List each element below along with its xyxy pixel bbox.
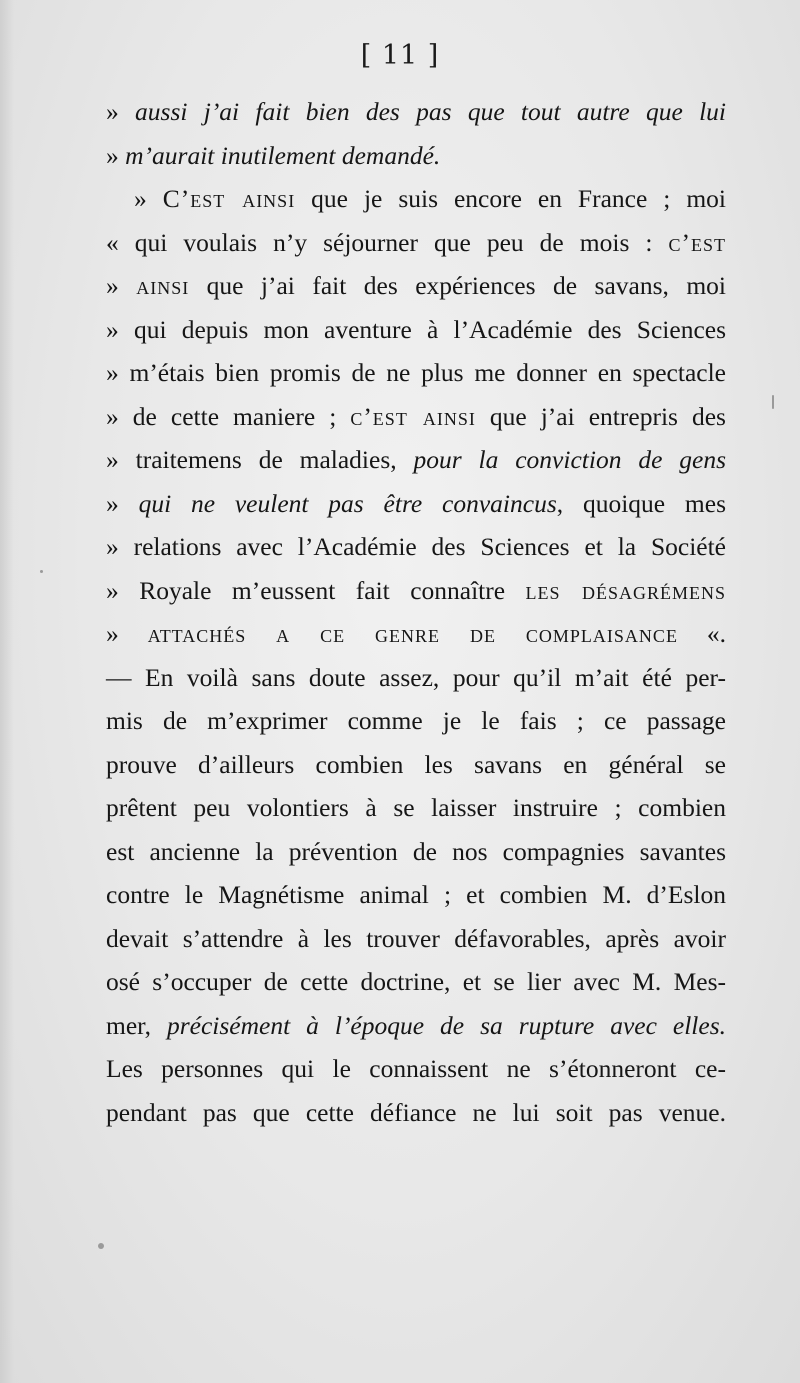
text-segment: prouve d’ailleurs combien les savans en général se — [106, 749, 726, 779]
text-segment: m’aurait inutilement demandé. — [125, 140, 441, 170]
text-segment: » — [106, 97, 136, 126]
paper-speck — [98, 1243, 104, 1249]
text-line — [106, 90, 726, 134]
text-segment: attachés a ce genre de complaisance — [147, 619, 678, 648]
text-line — [106, 830, 726, 874]
text-segment: pour la conviction de gens — [413, 445, 726, 474]
text-line — [106, 960, 726, 1004]
text-line — [106, 656, 726, 700]
text-segment: aussi j’ai fait bien des pas que tout autre que lui — [135, 97, 727, 126]
text-segment: précisément à l’époque de sa rupture avec elles. — [166, 1010, 726, 1040]
text-segment: » — [106, 619, 148, 648]
text-line — [106, 917, 726, 961]
page-number: [ 11 ] — [360, 40, 440, 71]
text-segment: les désagrémens — [525, 575, 727, 605]
text-line — [106, 1047, 726, 1091]
text-line — [106, 264, 726, 308]
text-segment: contre le Magnétisme animal ; et combien M. d’Eslon — [106, 880, 726, 909]
text-line — [106, 438, 726, 482]
text-segment: c’est ainsi — [350, 401, 476, 431]
text-segment: » m’étais bien promis de ne plus me donner en spectacle — [106, 358, 726, 387]
text-segment: osé s’occuper de cette doctrine, et se lier avec M. Mes- — [106, 967, 726, 996]
text-segment: — En voilà sans doute assez, pour qu’il m’ait été per- — [106, 662, 726, 692]
text-line — [106, 699, 726, 743]
text-line — [106, 743, 726, 787]
text-segment: que j’ai fait des expériences de savans, moi — [189, 271, 726, 300]
paper-speck — [772, 395, 774, 409]
text-line — [106, 569, 726, 613]
text-line — [106, 873, 726, 917]
text-segment: est ancienne la prévention de nos compagnies savantes — [106, 836, 726, 866]
text-segment: pendant pas que cette défiance ne lui soit pas venue. — [106, 1097, 726, 1127]
text-line — [106, 221, 726, 265]
text-segment: c’est — [668, 227, 726, 257]
text-line — [106, 308, 726, 352]
page-edge-shadow — [0, 0, 14, 1383]
paper-speck — [40, 570, 43, 573]
text-segment: » relations avec l’Académie des Sciences et la Société — [106, 532, 726, 561]
text-segment: » Royale m’eussent fait connaître — [106, 575, 526, 605]
text-segment: mis de m’exprimer comme je le fais ; ce passage — [106, 706, 726, 735]
text-segment: » — [106, 488, 139, 518]
text-segment: qui ne veulent pas être convaincus — [138, 488, 557, 518]
text-line — [106, 1091, 726, 1135]
body-text — [106, 90, 726, 1134]
text-segment: Les personnes qui le connaissent ne s’étonneront ce- — [106, 1054, 726, 1083]
text-line — [106, 786, 726, 830]
text-segment: devait s’attendre à les trouver défavorables, après avoir — [106, 923, 726, 953]
text-line — [106, 177, 726, 221]
text-segment: que j’ai entrepris des — [475, 401, 726, 431]
text-segment: ainsi — [136, 271, 190, 300]
text-segment: » — [106, 271, 137, 300]
text-line — [106, 612, 726, 656]
text-segment: prêtent peu volontiers à se laisser instruire ; combien — [106, 793, 726, 822]
text-segment: mer, — [106, 1010, 167, 1040]
text-segment: « qui voulais n’y séjourner que peu de mois : — [106, 227, 669, 257]
text-line — [106, 1004, 726, 1048]
text-segment: » — [106, 140, 126, 170]
text-segment: » qui depuis mon aventure à l’Académie des Sciences — [106, 314, 726, 344]
text-segment: » traitemens de maladies, — [106, 445, 414, 474]
text-line — [106, 351, 726, 395]
text-segment: C’est ainsi — [162, 184, 296, 213]
text-segment: «. — [677, 619, 726, 648]
text-segment: » — [134, 184, 163, 213]
text-line — [106, 525, 726, 569]
text-segment: que je suis encore en France ; moi — [295, 184, 726, 213]
text-line — [106, 482, 726, 526]
text-line — [106, 395, 726, 439]
text-line — [106, 134, 726, 178]
text-segment: , quoique mes — [556, 488, 726, 518]
text-segment: » de cette maniere ; — [106, 401, 351, 431]
